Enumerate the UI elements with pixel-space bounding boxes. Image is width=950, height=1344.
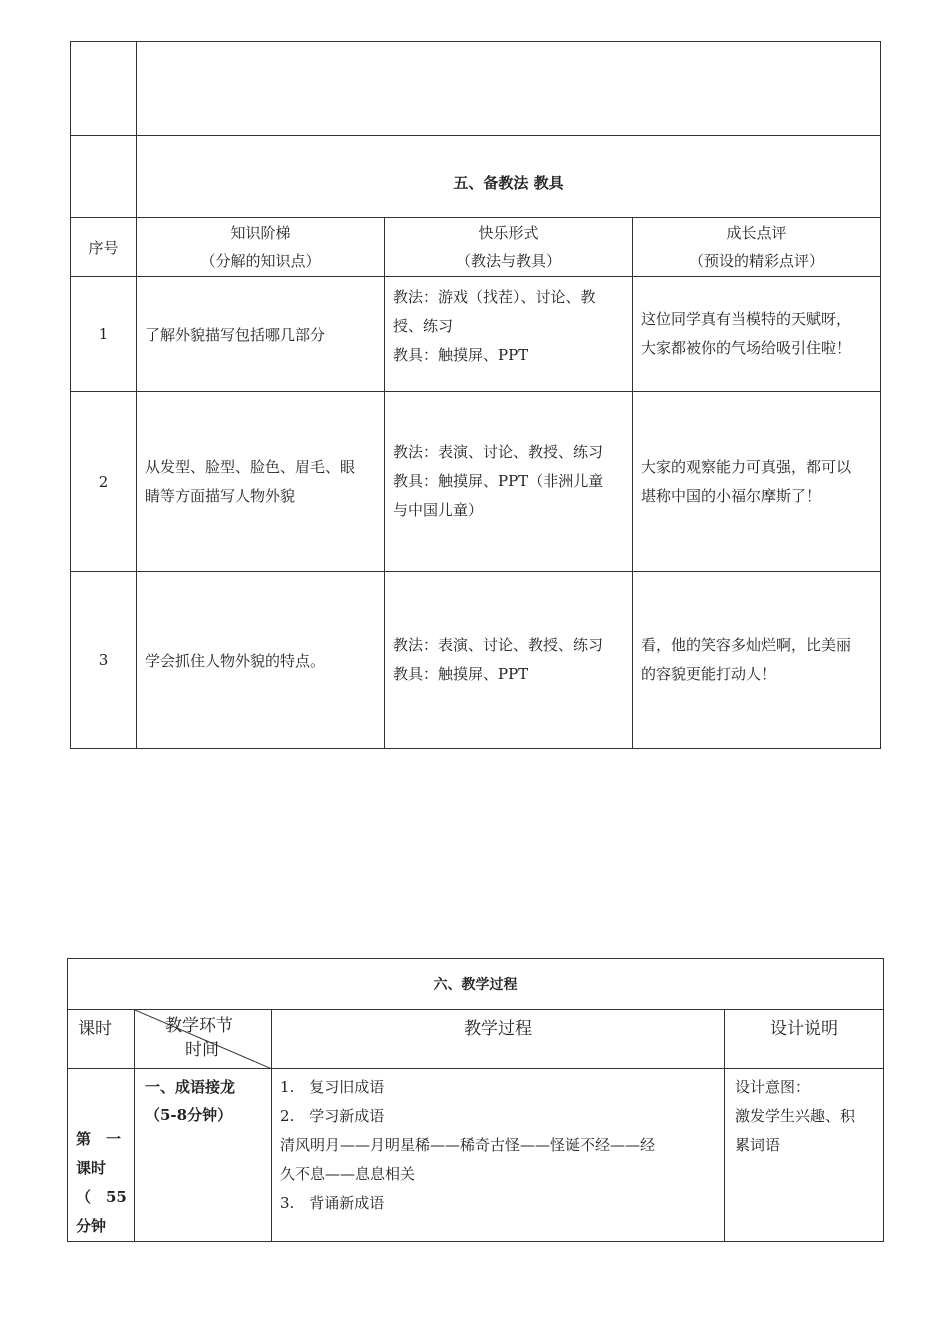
stage-label-line: （5-8分钟） (145, 1106, 233, 1124)
teaching-methods-table (70, 41, 881, 749)
row-comment-line: 大家都被你的气场给吸引住啦！ (641, 339, 852, 357)
blank-row (71, 42, 881, 136)
period-label-line: 分钟 (76, 1217, 107, 1235)
section5-title: 五、备教法 教具 (137, 136, 881, 218)
row-number: 1 (71, 277, 137, 392)
header-index: 序号 (71, 218, 137, 277)
row-comment-line: 的容貌更能打动人！ (641, 665, 777, 683)
header-knowledge (137, 218, 385, 277)
process-line: 3. 背诵新成语 (280, 1194, 385, 1212)
row-form (385, 277, 633, 392)
process-line: 1. 复习旧成语 (280, 1078, 385, 1096)
row-form-line: 教法：表演、讨论、教授、练习 (393, 443, 604, 461)
row-form-line: 与中国儿童） (393, 501, 484, 519)
header-knowledge-sub: （分解的知识点） (200, 252, 321, 270)
blank-cell (137, 42, 881, 136)
row-form-line: 授、练习 (393, 317, 454, 335)
header-form-label: 快乐形式 (478, 224, 539, 242)
process-content (272, 1069, 725, 1242)
header-stage-time (135, 1010, 272, 1069)
row-number: 2 (71, 392, 137, 572)
row-form-line: 教具：触摸屏、PPT（非洲儿童 (393, 472, 604, 490)
period-label-line: （ 55 (76, 1188, 127, 1206)
row-form-line: 教具：触摸屏、PPT (393, 346, 529, 364)
header-stage: 教学环节 (165, 1016, 233, 1036)
row-form-line: 教法：表演、讨论、教授、练习 (393, 636, 604, 654)
header-form-sub: （教法与教具） (455, 252, 561, 270)
row-comment-line: 大家的观察能力可真强，都可以 (641, 457, 852, 476)
section6-title: 六、教学过程 (68, 959, 884, 1010)
design-content (725, 1069, 884, 1242)
row-comment (633, 277, 881, 392)
design-line: 激发学生兴趣、积 (735, 1107, 856, 1125)
header-time: 时间 (185, 1040, 219, 1060)
row-knowledge-line: 睛等方面描写人物外貌 (145, 486, 296, 505)
row-comment (633, 572, 881, 749)
row-form-line: 教具：触摸屏、PPT (393, 665, 529, 683)
section-title-row (71, 136, 881, 218)
table-row (68, 1069, 884, 1242)
stage-label (135, 1069, 272, 1242)
process-line: 2. 学习新成语 (280, 1107, 385, 1125)
row-knowledge (137, 392, 385, 572)
row-form (385, 572, 633, 749)
blank-cell (71, 136, 137, 218)
row-knowledge-line: 从发型、脸型、脸色、眉毛、眼 (145, 457, 356, 476)
process-line: 久不息——息息相关 (280, 1165, 416, 1183)
section-title-row (68, 959, 884, 1010)
period-label-line: 课时 (76, 1159, 107, 1177)
row-knowledge: 了解外貌描写包括哪几部分 (137, 277, 385, 392)
blank-cell (71, 42, 137, 136)
row-form (385, 392, 633, 572)
design-line: 累词语 (735, 1136, 781, 1154)
design-line: 设计意图： (735, 1078, 811, 1096)
header-process: 教学过程 (272, 1010, 725, 1069)
process-line: 清风明月——月明星稀——稀奇古怪——怪诞不经——经 (280, 1136, 656, 1154)
row-comment-line: 堪称中国的小福尔摩斯了！ (641, 486, 822, 505)
table-row (71, 392, 881, 572)
row-number: 3 (71, 572, 137, 749)
header-row (71, 218, 881, 277)
header-comment-sub: （预设的精彩点评） (689, 252, 825, 270)
row-comment-line: 看，他的笑容多灿烂啊，比美丽 (641, 636, 852, 654)
header-comment (633, 218, 881, 277)
stage-label-line: 一、成语接龙 (145, 1078, 236, 1096)
table-row (71, 572, 881, 749)
header-form (385, 218, 633, 277)
row-form-line: 教法：游戏（找茬）、讨论、教 (393, 288, 596, 306)
row-knowledge: 学会抓住人物外貌的特点。 (137, 572, 385, 749)
period-label (68, 1069, 135, 1242)
header-period: 课时 (68, 1010, 135, 1069)
header-design: 设计说明 (725, 1010, 884, 1069)
row-comment-line: 这位同学真有当模特的天赋呀， (641, 310, 852, 328)
teaching-process-table (67, 958, 884, 1242)
header-comment-label: 成长点评 (726, 224, 787, 242)
table-row (71, 277, 881, 392)
header-row (68, 1010, 884, 1069)
row-comment (633, 392, 881, 572)
period-label-line: 第 一 (76, 1130, 122, 1148)
header-knowledge-label: 知识阶梯 (230, 224, 291, 242)
